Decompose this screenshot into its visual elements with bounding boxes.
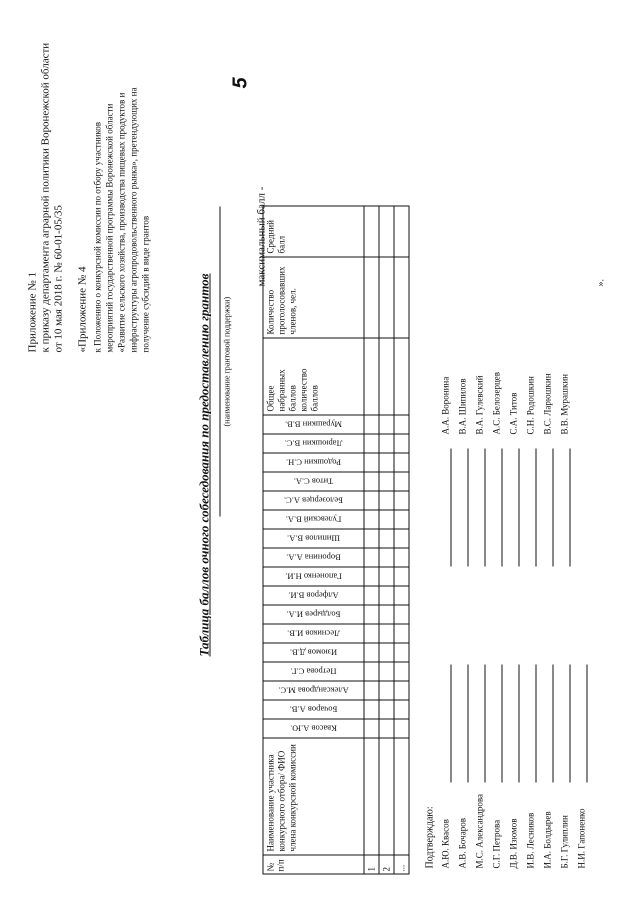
score-cell[interactable]	[379, 624, 394, 643]
score-cell[interactable]	[379, 719, 394, 738]
signature-line[interactable]	[467, 449, 468, 567]
score-cell[interactable]	[364, 700, 379, 719]
regulation-line-3: «Развитие сельского хозяйства, производства пищевых продуктов и	[116, 92, 126, 353]
col-avg-header: Средний балл	[263, 206, 364, 257]
signatory-name: И.А. Болдырев	[542, 811, 552, 869]
score-cell[interactable]	[364, 415, 379, 434]
score-cell[interactable]	[394, 529, 409, 548]
member-name: Родошкин С.Н.	[285, 457, 341, 468]
score-cell[interactable]	[379, 472, 394, 491]
score-cell[interactable]	[379, 567, 394, 586]
member-name: Бочаров А.В.	[289, 704, 337, 715]
signature-line[interactable]	[569, 665, 570, 783]
signature-line[interactable]	[552, 449, 553, 567]
signatory-name: Б.Г. Гулиплин	[559, 815, 569, 869]
signature-line[interactable]	[535, 449, 536, 567]
appendix-number: Приложение № 1	[26, 271, 38, 353]
score-cell[interactable]	[394, 605, 409, 624]
member-name: Лесников И.В.	[286, 628, 340, 639]
score-cell[interactable]	[364, 719, 379, 738]
score-cell[interactable]	[364, 624, 379, 643]
confirm-label: Подтверждаю:	[424, 806, 435, 869]
score-cell[interactable]	[379, 510, 394, 529]
signature-line[interactable]	[552, 665, 553, 783]
table-row	[379, 206, 394, 874]
score-cell[interactable]	[379, 338, 394, 415]
score-cell[interactable]	[394, 510, 409, 529]
member-name: Изюмов Д.В.	[289, 647, 337, 658]
score-cell[interactable]	[379, 548, 394, 567]
member-column-header	[263, 567, 364, 586]
score-cell[interactable]	[379, 434, 394, 453]
regulation-line-1: к Положению о конкурсной комиссии по отбору участников	[92, 121, 102, 353]
signature-line[interactable]	[501, 449, 502, 567]
score-cell[interactable]	[364, 662, 379, 681]
member-name: Белозерцев А.С.	[283, 495, 343, 506]
signature-line[interactable]	[450, 665, 451, 783]
member-column-header	[263, 643, 364, 662]
member-name: Мурашкин В.В.	[284, 419, 342, 430]
member-name: Шипилов В.А.	[286, 533, 340, 544]
score-cell[interactable]	[364, 643, 379, 662]
member-column-header	[263, 510, 364, 529]
signature-line[interactable]	[501, 665, 502, 783]
signatory-name: А.А. Воронина	[440, 376, 450, 435]
member-column-header	[263, 681, 364, 700]
score-cell[interactable]	[394, 662, 409, 681]
member-column-header	[263, 548, 364, 567]
member-name: Петрова С.Г.	[290, 666, 336, 677]
signatory-name: А.Ю. Квасов	[440, 819, 450, 869]
score-cell[interactable]	[379, 491, 394, 510]
max-score-value: 5	[229, 77, 251, 89]
score-cell[interactable]	[394, 681, 409, 700]
score-cell[interactable]	[379, 738, 394, 855]
score-cell[interactable]	[364, 491, 379, 510]
signatory-name: С.А. Титов	[508, 392, 518, 435]
score-cell[interactable]	[364, 472, 379, 491]
score-cell[interactable]	[394, 434, 409, 453]
score-cell[interactable]	[379, 700, 394, 719]
score-cell[interactable]	[364, 605, 379, 624]
member-column-header	[263, 453, 364, 472]
score-cell[interactable]	[379, 605, 394, 624]
member-column-header	[263, 586, 364, 605]
score-cell[interactable]	[394, 586, 409, 605]
signatory-name: Д.В. Изюмов	[508, 818, 518, 869]
score-cell[interactable]	[364, 738, 379, 855]
signatory-name: М.С. Александрова	[474, 793, 484, 869]
signatory-name: И.В. Лесников	[525, 812, 535, 869]
signature-line[interactable]	[569, 449, 570, 567]
order-line: к приказу департамента аграрной политики Воронежской области	[39, 42, 51, 353]
member-name: Квасов А.Ю.	[289, 723, 337, 734]
attachment-line: «Приложение № 4	[76, 266, 88, 353]
row-number-cell: 1	[364, 855, 379, 874]
signature-line[interactable]	[484, 665, 485, 783]
signatory-name: Н.И. Гапоненко	[576, 808, 586, 869]
regulation-line-2: мероприятий государственной программы Воронежской области	[104, 103, 114, 353]
signatory-name: С.Н. Родошкин	[525, 376, 535, 435]
signature-line[interactable]	[467, 665, 468, 783]
score-cell[interactable]	[364, 434, 379, 453]
score-cell[interactable]	[394, 491, 409, 510]
score-cell[interactable]	[364, 548, 379, 567]
member-name: Титов С.А.	[293, 476, 333, 487]
score-cell[interactable]	[394, 415, 409, 434]
member-name: Алферов В.И.	[287, 590, 339, 601]
score-table	[262, 206, 409, 875]
score-cell[interactable]	[379, 453, 394, 472]
signatory-name: А.В. Бочаров	[457, 818, 467, 869]
score-cell[interactable]	[394, 567, 409, 586]
score-cell[interactable]	[379, 643, 394, 662]
grant-caption: (наименование грантовой поддержки)	[222, 296, 231, 427]
table-header-row	[263, 206, 364, 874]
member-column-header	[263, 472, 364, 491]
order-date: от 10 мая 2018 г. № 60-01-05/35	[52, 205, 64, 353]
score-cell[interactable]	[394, 472, 409, 491]
score-cell[interactable]	[394, 719, 409, 738]
col-total-header: Общее набранных баллов количество баллов	[263, 338, 364, 415]
score-cell[interactable]	[394, 548, 409, 567]
signatory-name: В.А. Шипилов	[457, 378, 467, 435]
score-cell[interactable]	[394, 338, 409, 415]
regulation-line-5: получение субсидий в виде грантов	[140, 215, 150, 353]
score-cell[interactable]	[394, 738, 409, 855]
score-cell[interactable]	[394, 643, 409, 662]
member-column-header	[263, 719, 364, 738]
signature-line[interactable]	[518, 665, 519, 783]
col-name-header: Наименование участника конкурсного отбора/ ФИО члена конкурсной комиссии	[263, 738, 364, 855]
member-column-header	[263, 529, 364, 548]
signature-line[interactable]	[450, 449, 451, 567]
score-cell[interactable]	[379, 662, 394, 681]
score-cell[interactable]	[394, 206, 409, 257]
signature-line[interactable]	[518, 449, 519, 567]
member-name: Гапоненко Н.И.	[284, 571, 342, 582]
score-cell[interactable]	[394, 453, 409, 472]
score-cell[interactable]	[364, 586, 379, 605]
score-cell[interactable]	[379, 206, 394, 257]
score-cell[interactable]	[379, 681, 394, 700]
grant-name-line	[219, 207, 220, 517]
score-cell[interactable]	[379, 415, 394, 434]
row-number-cell: ...	[394, 855, 409, 874]
member-column-header	[263, 415, 364, 434]
signatory-name: В.С. Ларюшкин	[542, 373, 552, 435]
member-name: Болдырев И.А.	[286, 609, 340, 620]
member-column-header	[263, 624, 364, 643]
score-cell[interactable]	[379, 529, 394, 548]
page-title: Таблица баллов очного собеседования по предоставлению грантов	[196, 273, 211, 657]
score-cell[interactable]	[379, 257, 394, 338]
signature-line[interactable]	[586, 665, 587, 783]
member-column-header	[263, 662, 364, 681]
member-column-header	[263, 700, 364, 719]
signatory-name: В.А. Гулевский	[474, 375, 484, 435]
member-name: Гулевский В.А.	[285, 514, 341, 525]
score-cell[interactable]	[364, 510, 379, 529]
score-cell[interactable]	[364, 257, 379, 338]
score-cell[interactable]	[364, 338, 379, 415]
col-num-header: № п/п	[263, 855, 364, 874]
score-cell[interactable]	[364, 206, 379, 257]
member-column-header	[263, 434, 364, 453]
signature-line[interactable]	[484, 449, 485, 567]
score-cell[interactable]	[364, 529, 379, 548]
score-cell[interactable]	[394, 257, 409, 338]
member-name: Александрова М.С.	[277, 685, 349, 696]
score-cell[interactable]	[379, 586, 394, 605]
row-number-cell: 2	[379, 855, 394, 874]
signatory-name: В.В. Мурашкин	[559, 374, 569, 435]
table-row	[364, 206, 379, 874]
score-cell[interactable]	[364, 453, 379, 472]
member-name: Воронина А.А.	[285, 552, 341, 563]
score-cell[interactable]	[394, 624, 409, 643]
closing-quote: ».	[595, 279, 606, 287]
score-cell[interactable]	[364, 681, 379, 700]
signature-line[interactable]	[535, 665, 536, 783]
max-score-label: максимальный балл -	[255, 186, 267, 287]
signatory-name: С.Г. Петрова	[491, 819, 501, 869]
regulation-line-4: инфраструктуры агропродовольственного рынка», претендующих на	[128, 87, 138, 353]
signatory-name: А.С. Белозерцев	[491, 371, 501, 435]
score-cell[interactable]	[364, 567, 379, 586]
table-body	[364, 206, 409, 874]
table-row	[394, 206, 409, 874]
member-column-header	[263, 605, 364, 624]
member-column-header	[263, 491, 364, 510]
score-cell[interactable]	[394, 700, 409, 719]
member-name: Ларюшкин В.С.	[284, 438, 342, 449]
col-count-header: Количество проголосовавших членов, чел.	[263, 257, 364, 338]
